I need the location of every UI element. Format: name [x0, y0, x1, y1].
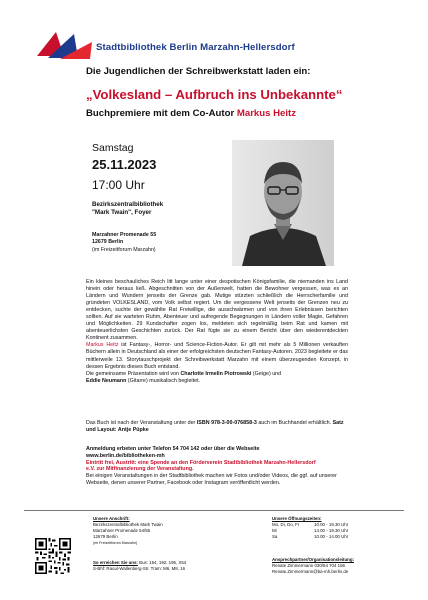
hours-time: 10.00 - 14.00 Uhr	[314, 534, 349, 539]
music-intro: Die gemeinsame Präsentation wird von	[86, 370, 181, 377]
footer-address-line-3: 12679 Berlin	[93, 534, 118, 539]
event-venue	[92, 201, 163, 218]
footer-divider	[24, 510, 404, 511]
event-day: Samstag	[92, 142, 134, 154]
transit-sbahn: S-Bhf: Raoul-Wallenberg-Str. Tram: M6, M8, 16	[93, 566, 186, 571]
footer-address-line-2: Marzahner Promenade 54/55	[93, 528, 151, 533]
premiere-author: Markus Heitz	[236, 108, 297, 119]
invitation-line: Die Jugendlichen der Schreibwerkstatt laden ein:	[86, 66, 311, 77]
event-time: 17:00 Uhr	[92, 178, 145, 192]
description-paragraph-1: Ein kleines beschauliches Reich litt lange unter einer despotischen Königsfamilie, die niemanden ins Land hinein oder heraus ließ. Abgeschnitten von der Außenwelt, hatten die Bewohner vergessen, was es an Ländern und Wundern jenseits der Grenze gab. Mutige stürzten schließlich die Herrscherfamilie und gründeten VOLKESLAND, vom Volk selbst regiert. Um die vergessene Welt jenseits der Grenzen neu zu entdecken, suchte der gewählte Rat Freiwillige, die ausschwärmen und von ihren Erlebnissen berichten sollten. Auf sie warteten Ruhm, Abenteuer und aufregende Begegnungen in Ländern voller Magie, Gefahren und Möglichkeiten. 29 Kundschafter zogen los, meldeten sich regelmäßig beim Rat und kamen mit abenteuerlichsten Geschichten zurück. Der Rat fügte sie zu einem Bericht über den wiederentdeckten Kontinent zusammen.	[86, 279, 348, 342]
book-info-prefix: Das Buch ist nach der Veranstaltung unter der	[86, 420, 197, 426]
library-logo	[34, 26, 94, 64]
footer-address-line-1: Bezirkszentralbibliothek Mark Twain	[93, 522, 163, 527]
instrument-1: (Geige) und	[251, 370, 282, 377]
venue-line-1: Bezirkszentralbibliothek	[92, 201, 164, 208]
premiere-prefix: Buchpremiere mit dem Co-Autor	[86, 108, 235, 119]
registration-info	[86, 446, 356, 487]
footer-transit	[93, 560, 243, 572]
musician-1: Charlotte Irmelin Piotrowski	[180, 370, 252, 377]
hours-days: Mi	[272, 528, 277, 533]
premiere-line	[86, 108, 296, 119]
event-address	[92, 232, 156, 254]
footer-opening-hours	[272, 516, 402, 540]
isbn: ISBN 978-3-00-076858-3	[196, 420, 257, 426]
transit-heading: So erreichen Sie uns:	[93, 560, 138, 565]
hours-row	[272, 534, 402, 540]
contact-heading: Ansprechpartner/Organisationsleitung:	[272, 557, 354, 562]
musician-2: Eddie Neumann	[86, 377, 127, 384]
description-paragraph-2	[86, 342, 348, 370]
hours-time: 14.00 - 19.30 Uhr	[314, 528, 349, 533]
book-title: „Volkesland – Aufbruch ins Unbekannte“	[86, 87, 343, 102]
book-description	[86, 279, 348, 385]
entry-donation-2: e.V. zur Mitfinanzierung der Veranstaltung.	[86, 466, 194, 473]
address-note: (im Freizeitforum Marzahn)	[92, 246, 156, 253]
address-street: Marzahner Promenade 55	[92, 232, 157, 238]
book-info-suffix: auch im Buchhandel erhältlich.	[256, 420, 333, 426]
hours-days: Mo, Di, Do, Fr	[272, 522, 300, 527]
footer-address	[93, 516, 223, 546]
book-availability	[86, 420, 348, 434]
credits: Satz und Layout: Antje Püpke	[86, 420, 344, 434]
qr-code[interactable]	[35, 538, 71, 574]
registration-website[interactable]: www.berlin.de/bibliotheken-mh	[86, 452, 165, 459]
hours-days: Sa	[272, 534, 278, 539]
author-photo	[232, 140, 334, 266]
description-paragraph-3	[86, 371, 348, 385]
author-name: Markus Heitz	[86, 342, 119, 349]
footer-address-note: (im Freizeitforum Marzahn)	[93, 541, 138, 545]
author-bio: ist Fantasy-, Horror- und Science-Fiction-Autor. Er gilt mit mehr als 5 Millionen verkauften Büchern allein in Deutschland als einer der erfolgreichsten deutschen Fantasy-Autoren. 2023 begleitete er das mittlerweile 13. Storytauschprojekt der Schreibwerkstatt Marzahn mit einem überzeugenden Konzept, in dessen Ergebnis dieses Buch entstand.	[86, 342, 348, 370]
contact-phone: Renate Zimmermann 030/54 704 156	[272, 563, 345, 568]
entry-donation: Eintritt frei, Austritt: eine Spende an den Förderverein Stadtbibliothek Marzahn-Hellersdorf	[86, 459, 316, 466]
address-heading: Unsere Anschrift:	[93, 516, 130, 521]
event-date: 25.11.2023	[92, 157, 157, 172]
instrument-2: (Gitarre) musikalisch begleitet.	[126, 377, 201, 384]
footer-contact	[272, 557, 407, 575]
registration-phone: Anmeldung erbeten unter Telefon 54 704 142 oder über die Webseite	[86, 446, 260, 452]
hours-heading: Unsere Öffnungszeiten:	[272, 516, 322, 521]
library-name: Stadtbibliothek Berlin Marzahn-Hellersdorf	[96, 42, 295, 53]
hours-time: 10.00 - 19.30 Uhr	[314, 522, 349, 527]
transit-bus: Bus: 154, 192, 195, X54	[139, 560, 187, 565]
venue-line-2: "Mark Twain", Foyer	[92, 209, 152, 217]
contact-email[interactable]: Renate.Zimmermann@ba-mh.berlin.de	[272, 569, 349, 574]
address-city: 12679 Berlin	[92, 239, 124, 246]
photo-notice: Bei einigen Veranstaltungen in der Stadtbibliothek machen wir Fotos und/oder Videos, die ggf. auf unserer Webseite, denen unserer Partner, Facebook oder Instagram veröffentlicht werden.	[86, 473, 337, 486]
